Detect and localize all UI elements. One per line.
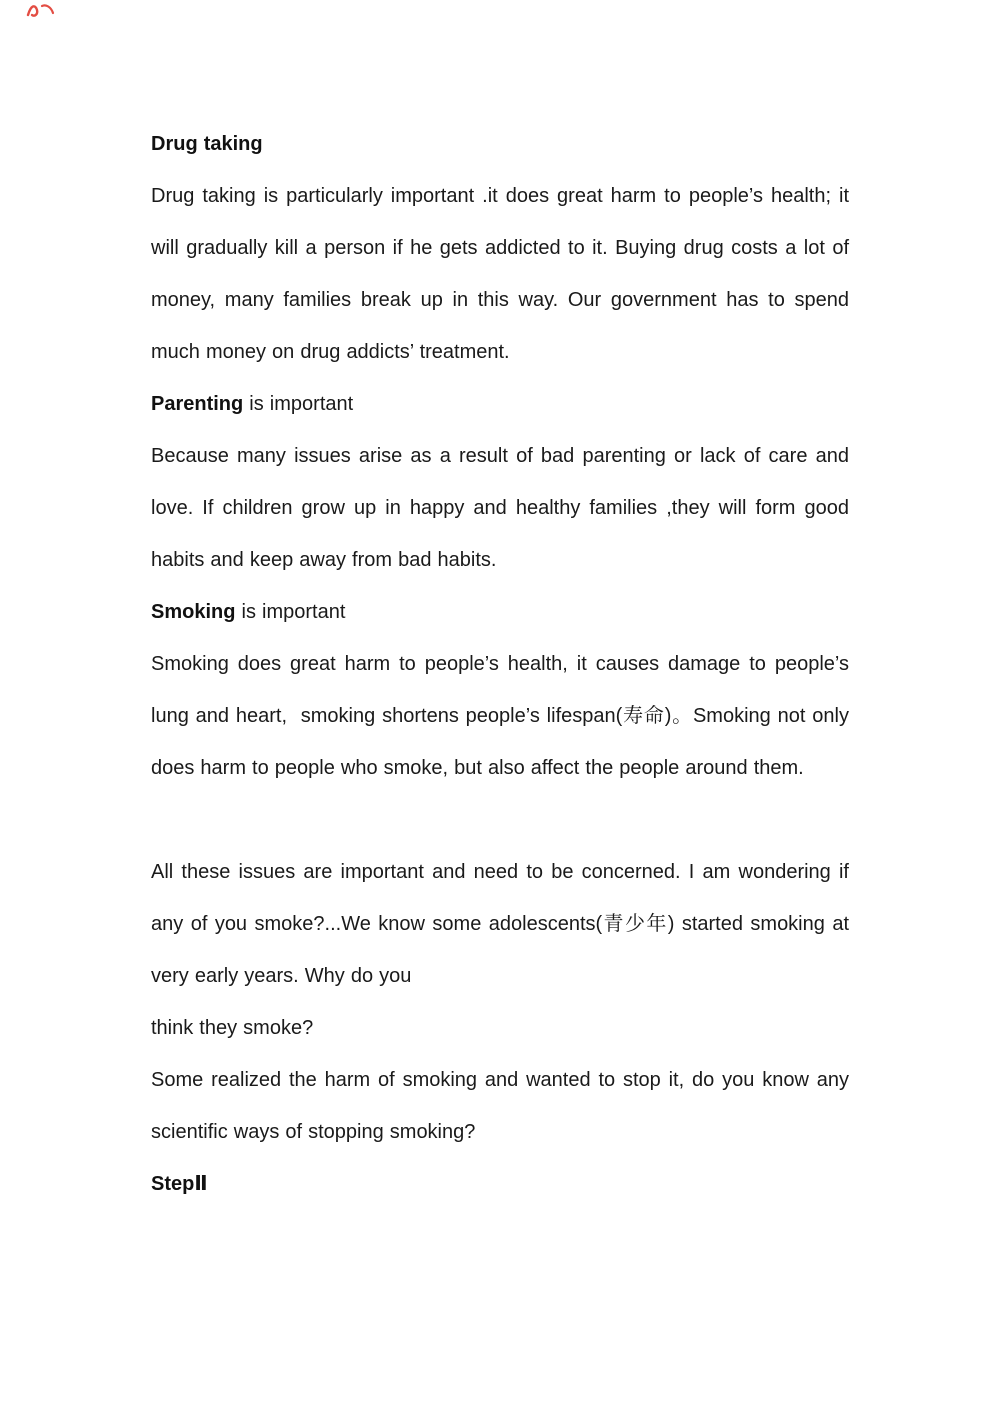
red-corner-mark: [25, 1, 57, 21]
heading-smoking-bold: Smoking: [151, 601, 236, 623]
paragraph-drug-taking: Drug taking is particularly important .it does great harm to people’s health; it will gradually kill a person if he gets addicted to it. Buying drug costs a lot of money, many families break up in this way. Our government has to spend much money on drug addicts’ treatment.: [151, 185, 849, 363]
document-body: [151, 118, 849, 1210]
heading-smoking-rest: is important: [235, 601, 346, 623]
paragraph-smoking: Smoking does great harm to people’s health, it causes damage to people’s lung and heart, smoking shortens people’s lifespan(寿命)。Smoking not only does harm to people who smoke, but also affect the people around them.: [151, 653, 849, 779]
heading-smoking: [151, 586, 849, 638]
paragraph-issues: All these issues are important and need to be concerned. I am wondering if any of you smoke?...We know some adolescents(青少年) started smoking at very early years. Why do you: [151, 861, 849, 987]
heading-parenting: [151, 378, 849, 430]
heading-drug-taking: [151, 118, 849, 170]
paragraph-issues-tail: think they smoke?: [151, 1017, 314, 1039]
heading-drug-taking-text: Drug taking: [151, 133, 263, 155]
heading-step-2-text: StepⅡ: [151, 1173, 208, 1195]
paragraph-parenting: Because many issues arise as a result of bad parenting or lack of care and love. If children grow up in happy and healthy families ,they will form good habits and keep away from bad habits.: [151, 445, 849, 571]
heading-parenting-bold: Parenting: [151, 393, 244, 415]
heading-parenting-rest: is important: [243, 393, 354, 415]
blank-line: [151, 794, 849, 846]
heading-step-2: [151, 1158, 849, 1210]
paragraph-stopping-smoking: Some realized the harm of smoking and wanted to stop it, do you know any scientific ways of stopping smoking?: [151, 1069, 849, 1143]
